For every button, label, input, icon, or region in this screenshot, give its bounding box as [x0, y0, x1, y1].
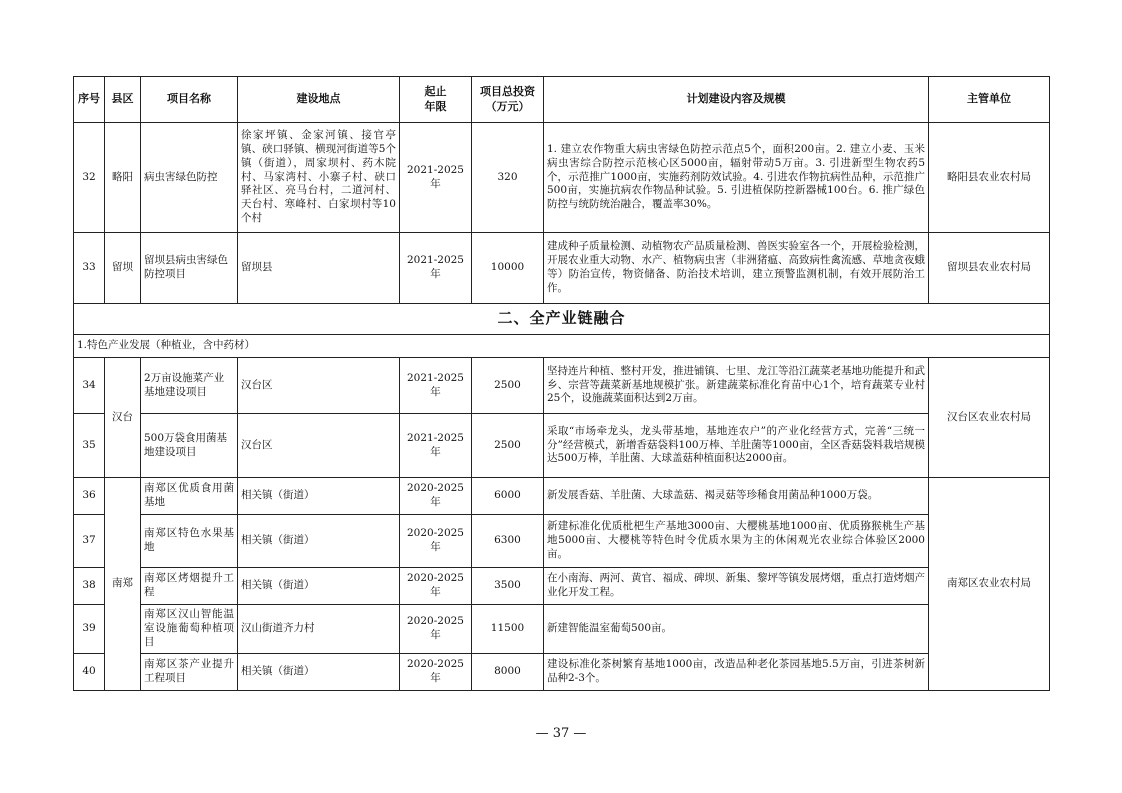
cell-seq: 36	[74, 478, 105, 515]
cell-content: 新建智能温室葡萄500亩。	[544, 605, 929, 654]
cell-name: 500万袋食用菌基地建设项目	[141, 414, 238, 478]
cell-seq: 38	[74, 568, 105, 605]
cell-period: 2021-2025年	[400, 123, 472, 233]
cell-county: 汉台	[105, 358, 141, 478]
cell-county: 南郑	[105, 478, 141, 691]
section-title: 二、全产业链融合	[74, 304, 1050, 335]
table-row	[74, 358, 1050, 414]
cell-location: 汉山街道齐力村	[238, 605, 400, 654]
cell-dept: 汉台区农业农村局	[929, 358, 1050, 478]
cell-dept: 略阳县农业农村局	[929, 123, 1050, 233]
header-dept: 主管单位	[929, 77, 1050, 123]
cell-content: 新建标准化优质枇杷生产基地3000亩、大樱桃基地1000亩、优质猕猴桃生产基地5000亩、大樱桃等特色时令优质水果为主的休闲观光农业综合体验区2000亩。	[544, 515, 929, 568]
header-invest: 项目总投资 （万元）	[472, 77, 544, 123]
cell-name: 南郑区汉山智能温室设施葡萄种植项目	[141, 605, 238, 654]
table-row	[74, 654, 1050, 691]
section-row	[74, 304, 1050, 335]
table-row	[74, 414, 1050, 478]
cell-name: 南郑区优质食用菌基地	[141, 478, 238, 515]
cell-period: 2021-2025年	[400, 233, 472, 304]
header-content: 计划建设内容及规模	[544, 77, 929, 123]
header-county: 县区	[105, 77, 141, 123]
cell-seq: 32	[74, 123, 105, 233]
cell-location: 相关镇（街道）	[238, 478, 400, 515]
header-name: 项目名称	[141, 77, 238, 123]
table-row	[74, 568, 1050, 605]
cell-content: 在小南海、两河、黄官、福成、碑坝、新集、黎坪等镇发展烤烟，重点打造烤烟产业化开发工程。	[544, 568, 929, 605]
cell-seq: 40	[74, 654, 105, 691]
cell-seq: 37	[74, 515, 105, 568]
cell-name: 留坝县病虫害绿色防控项目	[141, 233, 238, 304]
table-row	[74, 233, 1050, 304]
subsection-title: 1.特色产业发展（种植业，含中药材）	[74, 335, 1050, 358]
cell-name: 南郑区茶产业提升工程项目	[141, 654, 238, 691]
cell-dept: 南郑区农业农村局	[929, 478, 1050, 691]
cell-name: 南郑区特色水果基地	[141, 515, 238, 568]
cell-content: 坚持连片种植、整村开发，推进铺镇、七里、龙江等沿江蔬菜老基地功能提升和武乡、宗营等蔬菜新基地规模扩张。新建蔬菜标准化育苗中心1个，培育蔬菜专业村25个，设施蔬菜面积达到2万亩。	[544, 358, 929, 414]
cell-invest: 2500	[472, 358, 544, 414]
cell-county: 留坝	[105, 233, 141, 304]
cell-name: 南郑区烤烟提升工程	[141, 568, 238, 605]
cell-invest: 320	[472, 123, 544, 233]
table-row	[74, 515, 1050, 568]
cell-content: 采取“市场牵龙头，龙头带基地，基地连农户”的产业化经营方式，完善“三统一分”经营模式，新增香菇袋料100万棒、羊肚菌等1000亩，全区香菇袋料栽培规模达500万棒，羊肚菌、大球盖菇种植面积达2000亩。	[544, 414, 929, 478]
cell-location: 徐家坪镇、金家河镇、接官亭镇、硖口驿镇、横现河街道等5个镇（街道），周家坝村、药木院村、马家湾村、小寨子村、硖口驿社区、亮马台村，二道河村、天台村、寒峰村、白家坝村等10个村	[238, 123, 400, 233]
project-table	[73, 76, 1050, 691]
table-row	[74, 605, 1050, 654]
cell-invest: 2500	[472, 414, 544, 478]
cell-content: 建成种子质量检测、动植物农产品质量检测、兽医实验室各一个，开展检验检测，开展农业重大动物、水产、植物病虫害（非洲猪瘟、高致病性禽流感、草地贪夜蛾等）防治宣传，物资储备、防治技术培训，建立预警监测机制，有效开展防治工作。	[544, 233, 929, 304]
cell-seq: 33	[74, 233, 105, 304]
cell-period: 2020-2025年	[400, 654, 472, 691]
header-seq: 序号	[74, 77, 105, 123]
cell-location: 相关镇（街道）	[238, 568, 400, 605]
cell-location: 留坝县	[238, 233, 400, 304]
cell-content: 建设标准化茶树繁育基地1000亩，改造品种老化茶园基地5.5万亩，引进茶树新品种2-3个。	[544, 654, 929, 691]
cell-invest: 6000	[472, 478, 544, 515]
cell-content: 1. 建立农作物重大病虫害绿色防控示范点5个，面积200亩。2. 建立小麦、玉米病虫害综合防控示范核心区5000亩，辐射带动5万亩。3. 引进新型生物农药5个，示范推广1000亩，实施药剂防效试验。4. 引进农作物抗病性品种，示范推广500亩，实施抗病农作物品种试验。5. 引进植保防控新器械100台。6. 推广绿色防控与统防统治融合，覆盖率30%。	[544, 123, 929, 233]
cell-location: 汉台区	[238, 414, 400, 478]
cell-dept: 留坝县农业农村局	[929, 233, 1050, 304]
cell-name: 2万亩设施菜产业基地建设项目	[141, 358, 238, 414]
header-period: 起止 年限	[400, 77, 472, 123]
page-number: — 37 —	[535, 726, 587, 741]
cell-seq: 34	[74, 358, 105, 414]
table-row	[74, 478, 1050, 515]
cell-period: 2020-2025年	[400, 568, 472, 605]
cell-county: 略阳	[105, 123, 141, 233]
cell-invest: 11500	[472, 605, 544, 654]
header-location: 建设地点	[238, 77, 400, 123]
cell-seq: 35	[74, 414, 105, 478]
cell-invest: 3500	[472, 568, 544, 605]
cell-content: 新发展香菇、羊肚菌、大球盖菇、褐灵菇等珍稀食用菌品种1000万袋。	[544, 478, 929, 515]
cell-seq: 39	[74, 605, 105, 654]
subsection-row	[74, 335, 1050, 358]
cell-location: 相关镇（街道）	[238, 515, 400, 568]
cell-period: 2020-2025年	[400, 515, 472, 568]
cell-location: 汉台区	[238, 358, 400, 414]
table-header-row	[74, 77, 1050, 123]
cell-period: 2020-2025年	[400, 478, 472, 515]
cell-location: 相关镇（街道）	[238, 654, 400, 691]
cell-invest: 10000	[472, 233, 544, 304]
cell-period: 2021-2025年	[400, 358, 472, 414]
cell-name: 病虫害绿色防控	[141, 123, 238, 233]
cell-invest: 6300	[472, 515, 544, 568]
cell-invest: 8000	[472, 654, 544, 691]
table-row	[74, 123, 1050, 233]
cell-period: 2021-2025年	[400, 414, 472, 478]
cell-period: 2020-2025年	[400, 605, 472, 654]
